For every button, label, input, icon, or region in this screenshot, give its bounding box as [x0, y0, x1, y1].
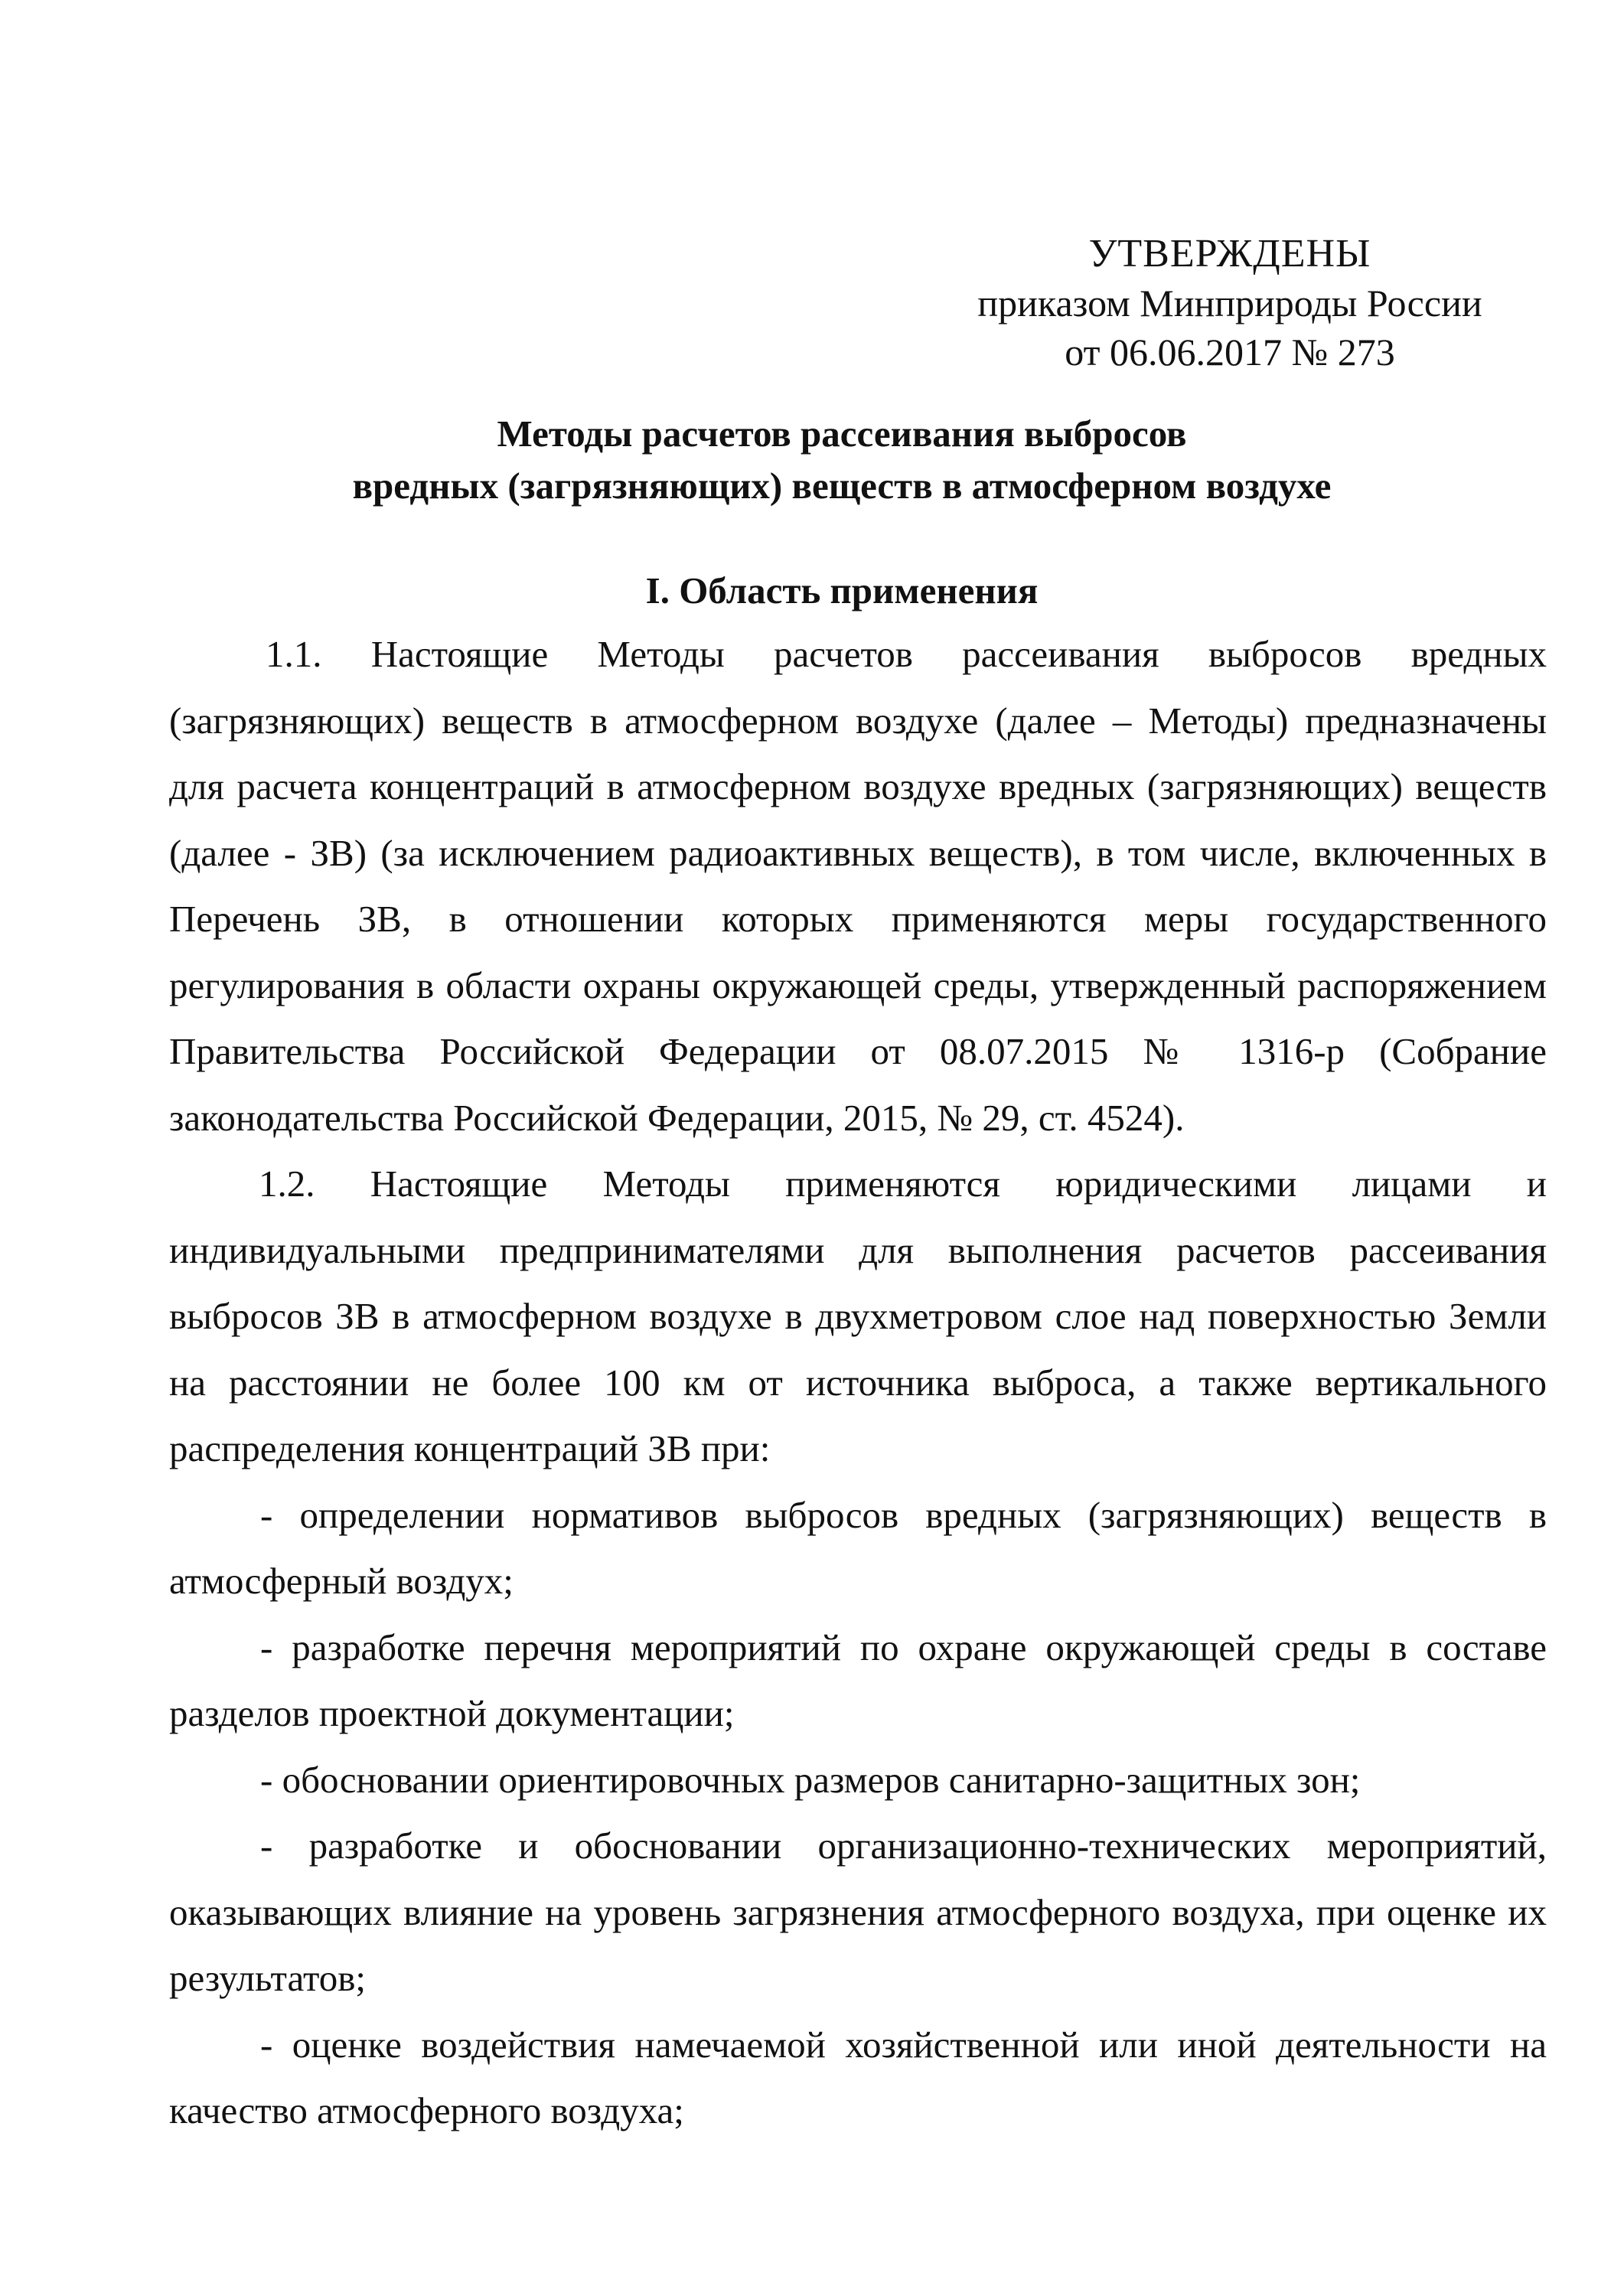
document-title-line-2: вредных (загрязняющих) веществ в атмосферном воздухе: [352, 465, 1332, 507]
list-item: - определении нормативов выбросов вредных (загрязняющих) веществ в атмосферный воздух;: [169, 1493, 1547, 1602]
approval-date-line: от 06.06.2017 № 273: [1065, 331, 1395, 373]
document-title-line-1: Методы расчетов рассеивания выбросов: [497, 413, 1187, 455]
approval-order-line: приказом Минприроды России: [977, 282, 1482, 325]
paragraph-1-1: 1.1. Настоящие Методы расчетов рассеивания выбросов вредных (загрязняющих) веществ в атмосферном воздухе (далее – Методы) предназначены для расчета концентраций в атмосферном воздухе вредных (загрязняющих) веществ (далее - ЗВ) (за исключением радиоактивных веществ), в том числе, включенных в Перечень ЗВ, в отношении которых применяются меры государственного регулирования в области охраны окружающей среды, утвержденный распоряжением Правительства Российской Федерации от 08.07.2015 № 1316-р (Собрание законодательства Российской Федерации, 2015, № 29, ст. 4524).: [169, 633, 1547, 1139]
list-item: - разработке и обосновании организационно-технических мероприятий, оказывающих влияние на уровень загрязнения атмосферного воздуха, при оценке их результатов;: [169, 1825, 1547, 1999]
document-body: [169, 621, 1547, 2144]
list-item: - оценке воздействия намечаемой хозяйственной или иной деятельности на качество атмосферного воздуха;: [169, 2023, 1547, 2131]
paragraph-1-2: 1.2. Настоящие Методы применяются юридическими лицами и индивидуальными предпринимателями для выполнения расчетов рассеивания выбросов ЗВ в атмосферном воздухе в двухметровом слое над поверхностью Земли на расстоянии не более 100 км от источника выброса, а также вертикального распределения концентраций ЗВ при:: [169, 1163, 1547, 1469]
list-item: - обосновании ориентировочных размеров санитарно-защитных зон;: [260, 1758, 1361, 1801]
approval-heading: УТВЕРЖДЕНЫ: [1088, 232, 1371, 276]
document-title: [153, 408, 1531, 512]
list-item: - разработке перечня мероприятий по охране окружающей среды в составе разделов проектной документации;: [169, 1626, 1547, 1734]
section-title: I. Область применения: [645, 569, 1039, 612]
approval-stamp: [962, 230, 1498, 377]
